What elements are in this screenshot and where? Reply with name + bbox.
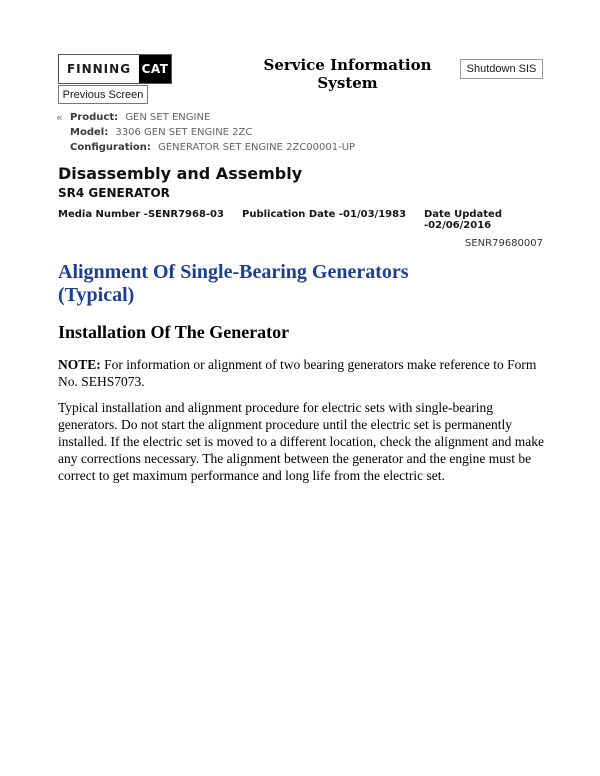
document-code: SENR79680007 (465, 238, 543, 249)
shutdown-sis-button[interactable]: Shutdown SIS (460, 59, 543, 79)
back-chevrons-icon[interactable]: « (56, 111, 63, 124)
section-title: Alignment Of Single-Bearing Generators (Typical) (58, 261, 409, 306)
model-row (58, 125, 355, 140)
finning-logo-text: FINNING (66, 62, 132, 76)
product-label: Product: (70, 112, 119, 123)
document-subtitle: SR4 GENERATOR (58, 186, 170, 200)
note-text: For information or alignment of two bearing generators make reference to Form No. SEHS7073. (58, 357, 537, 389)
note-paragraph (58, 356, 547, 390)
app-title: Service Information System (263, 56, 432, 92)
date-updated: Date Updated -02/06/2016 (424, 209, 502, 231)
article-content (58, 261, 547, 484)
configuration-row (58, 140, 355, 155)
product-info-panel (58, 110, 355, 155)
model-label: Model: (70, 127, 109, 138)
model-value: 3306 GEN SET ENGINE 2ZC (115, 127, 253, 138)
configuration-label: Configuration: (70, 142, 151, 153)
product-value: GEN SET ENGINE (125, 112, 211, 123)
configuration-value: GENERATOR SET ENGINE 2ZC00001-UP (158, 142, 356, 153)
body-paragraph: Typical installation and alignment procedure for electric sets with single-bearing generators. Do not start the alignment procedure until the electric set is permanently installed. If the electric set is moved to a different location, check the alignment and make any corrections necessary. The alignment between the generator and the engine must be correct to get maximum performance and long life from the electric set. (58, 400, 544, 483)
note-label: NOTE: (58, 357, 101, 372)
document-header (58, 164, 546, 231)
finning-cat-logo (58, 54, 172, 84)
subsection-title: Installation Of The Generator (58, 322, 290, 342)
media-number: Media Number -SENR7968-03 (58, 209, 224, 220)
publication-date: Publication Date -01/03/1983 (242, 209, 407, 220)
previous-screen-button[interactable]: Previous Screen (58, 85, 148, 104)
cat-logo: CAT (139, 55, 171, 83)
document-meta-row (58, 209, 546, 231)
document-title: Disassembly and Assembly (58, 164, 303, 183)
product-row (58, 110, 355, 125)
